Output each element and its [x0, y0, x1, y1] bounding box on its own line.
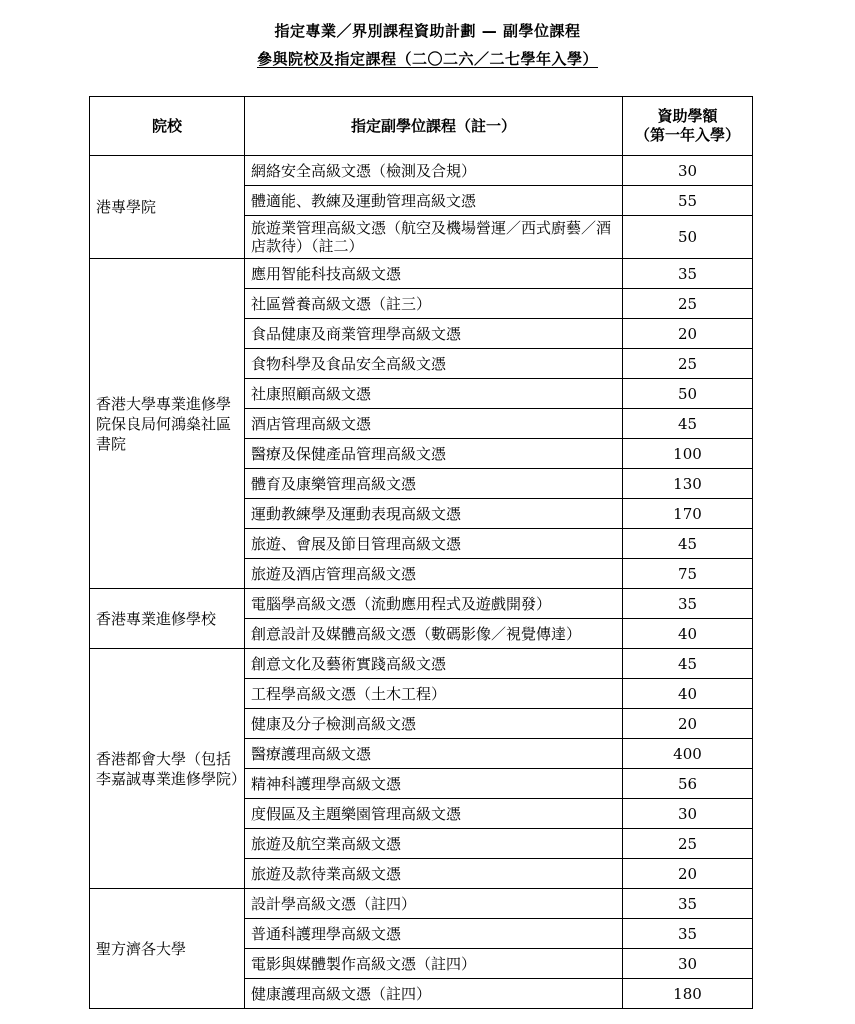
course-cell: 健康及分子檢測高級文憑: [245, 709, 623, 739]
course-cell: 社區營養高級文憑（註三）: [245, 289, 623, 319]
course-cell: 電影與媒體製作高級文憑（註四）: [245, 949, 623, 979]
table-row: [90, 589, 753, 619]
course-cell: 工程學高級文憑（土木工程）: [245, 679, 623, 709]
course-cell: 旅遊、會展及節目管理高級文憑: [245, 529, 623, 559]
quota-cell: 100: [623, 439, 753, 469]
course-cell: 社康照顧高級文憑: [245, 379, 623, 409]
course-cell: 健康護理高級文憑（註四）: [245, 979, 623, 1009]
quota-cell: 400: [623, 739, 753, 769]
table-header-row: [90, 97, 753, 156]
course-cell: 旅遊及酒店管理高級文憑: [245, 559, 623, 589]
quota-cell: 30: [623, 156, 753, 186]
header-quota: 資助學額 （第一年入學）: [623, 97, 753, 156]
quota-cell: 35: [623, 919, 753, 949]
quota-cell: 50: [623, 379, 753, 409]
course-cell: 創意文化及藝術實踐高級文憑: [245, 649, 623, 679]
course-cell: 創意設計及媒體高級文憑（數碼影像／視覺傳達）: [245, 619, 623, 649]
course-cell: 設計學高級文憑（註四）: [245, 889, 623, 919]
course-cell: 精神科護理學高級文憑: [245, 769, 623, 799]
institution-cell: 聖方濟各大學: [90, 889, 245, 1009]
quota-cell: 40: [623, 619, 753, 649]
quota-cell: 55: [623, 186, 753, 216]
quota-cell: 25: [623, 289, 753, 319]
quota-cell: 45: [623, 529, 753, 559]
quota-cell: 130: [623, 469, 753, 499]
table-row: [90, 649, 753, 679]
quota-cell: 20: [623, 859, 753, 889]
course-cell: 酒店管理高級文憑: [245, 409, 623, 439]
document-subtitle: 參與院校及指定課程（二〇二六／二七學年入學）: [256, 50, 598, 68]
quota-cell: 50: [623, 216, 753, 259]
institution-cell: 港專學院: [90, 156, 245, 259]
header-institution: 院校: [90, 97, 245, 156]
course-cell: 體育及康樂管理高級文憑: [245, 469, 623, 499]
course-cell: 醫療護理高級文憑: [245, 739, 623, 769]
quota-cell: 20: [623, 709, 753, 739]
course-cell: 食品健康及商業管理學高級文憑: [245, 319, 623, 349]
quota-cell: 45: [623, 649, 753, 679]
course-cell: 體適能、教練及運動管理高級文憑: [245, 186, 623, 216]
quota-cell: 35: [623, 259, 753, 289]
course-cell: 普通科護理學高級文憑: [245, 919, 623, 949]
table-row: [90, 259, 753, 289]
quota-cell: 25: [623, 349, 753, 379]
course-cell: 醫療及保健產品管理高級文憑: [245, 439, 623, 469]
course-cell: 電腦學高級文憑（流動應用程式及遊戲開發）: [245, 589, 623, 619]
quota-cell: 30: [623, 949, 753, 979]
quota-cell: 30: [623, 799, 753, 829]
quota-cell: 56: [623, 769, 753, 799]
table-row: [90, 889, 753, 919]
institution-cell: 香港都會大學（包括李嘉誠專業進修學院）: [90, 649, 245, 889]
quota-cell: 35: [623, 589, 753, 619]
document-title: 指定專業／界別課程資助計劃 — 副學位課程: [274, 22, 581, 40]
quota-cell: 20: [623, 319, 753, 349]
quota-cell: 35: [623, 889, 753, 919]
course-cell: 旅遊及航空業高級文憑: [245, 829, 623, 859]
course-cell: 網絡安全高級文憑（檢測及合規）: [245, 156, 623, 186]
header-course: 指定副學位課程（註一）: [245, 97, 623, 156]
institution-cell: 香港大學專業進修學院保良局何鴻燊社區書院: [90, 259, 245, 589]
course-cell: 運動教練學及運動表現高級文憑: [245, 499, 623, 529]
course-cell: 旅遊及款待業高級文憑: [245, 859, 623, 889]
course-table: [89, 96, 753, 1009]
course-cell: 食物科學及食品安全高級文憑: [245, 349, 623, 379]
quota-cell: 170: [623, 499, 753, 529]
course-cell: 度假區及主題樂園管理高級文憑: [245, 799, 623, 829]
quota-cell: 25: [623, 829, 753, 859]
course-cell: 應用智能科技高級文憑: [245, 259, 623, 289]
institution-cell: 香港專業進修學校: [90, 589, 245, 649]
quota-cell: 75: [623, 559, 753, 589]
quota-cell: 45: [623, 409, 753, 439]
quota-cell: 180: [623, 979, 753, 1009]
table-row: [90, 156, 753, 186]
course-cell: 旅遊業管理高級文憑（航空及機場營運／西式廚藝／酒店款待）（註二）: [245, 216, 623, 259]
quota-cell: 40: [623, 679, 753, 709]
